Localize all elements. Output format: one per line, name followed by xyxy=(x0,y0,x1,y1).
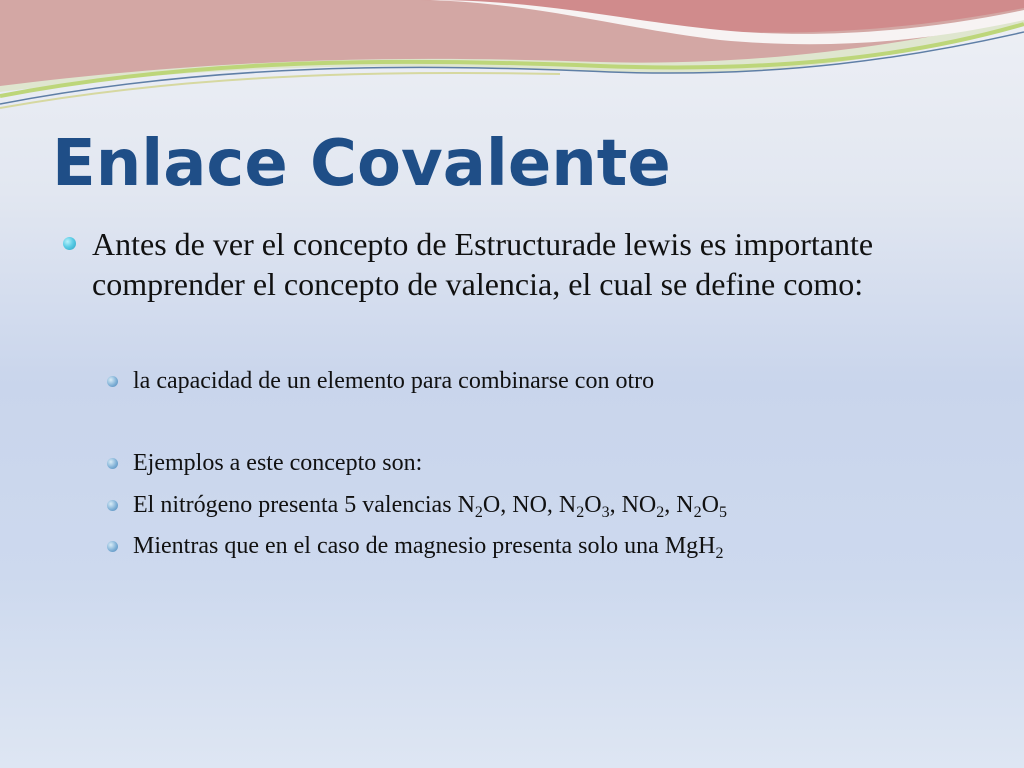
sub-bullet-icon xyxy=(107,376,118,387)
magnesium-text: Mientras que en el caso de magnesio presenta solo una MgH xyxy=(133,533,716,559)
formula-subscript: 2 xyxy=(576,504,585,521)
formula-part: O xyxy=(701,492,719,518)
formula-subscript: 2 xyxy=(693,504,702,521)
formula-subscript: 5 xyxy=(718,504,727,521)
sub-bullet-icon xyxy=(107,500,118,511)
slide-title: Enlace Covalente xyxy=(52,127,671,201)
formula-part: N xyxy=(676,492,694,518)
formula-part: , xyxy=(664,492,677,518)
decorative-wave-header xyxy=(0,0,1024,130)
formula-part: O xyxy=(584,492,602,518)
nitrogen-prefix: El nitrógeno presenta 5 valencias xyxy=(133,492,458,518)
formula-part: NO xyxy=(621,492,657,518)
bullet-magnesium xyxy=(133,531,724,561)
formula-part: N xyxy=(558,492,577,518)
formula-subscript: 2 xyxy=(656,504,665,521)
sub-bullet-icon xyxy=(107,541,118,552)
formula-subscript: 2 xyxy=(474,504,483,521)
formula-part: N xyxy=(457,492,475,518)
formula-part: , xyxy=(609,492,622,518)
bullet-icon xyxy=(63,237,76,250)
bullet-examples-heading: Ejemplos a este concepto son: xyxy=(133,450,423,476)
formula-subscript: 2 xyxy=(715,545,724,562)
formula-subscript: 3 xyxy=(601,504,610,521)
formula-part: O, NO, xyxy=(482,492,559,518)
bullet-definition: la capacidad de un elemento para combinarse con otro xyxy=(133,368,655,394)
bullet-intro: Antes de ver el concepto de Estructurade lewis es importante comprender el concepto de valencia, el cual se define como: xyxy=(92,226,874,302)
bullet-nitrogen xyxy=(133,490,727,520)
sub-bullet-icon xyxy=(107,458,118,469)
